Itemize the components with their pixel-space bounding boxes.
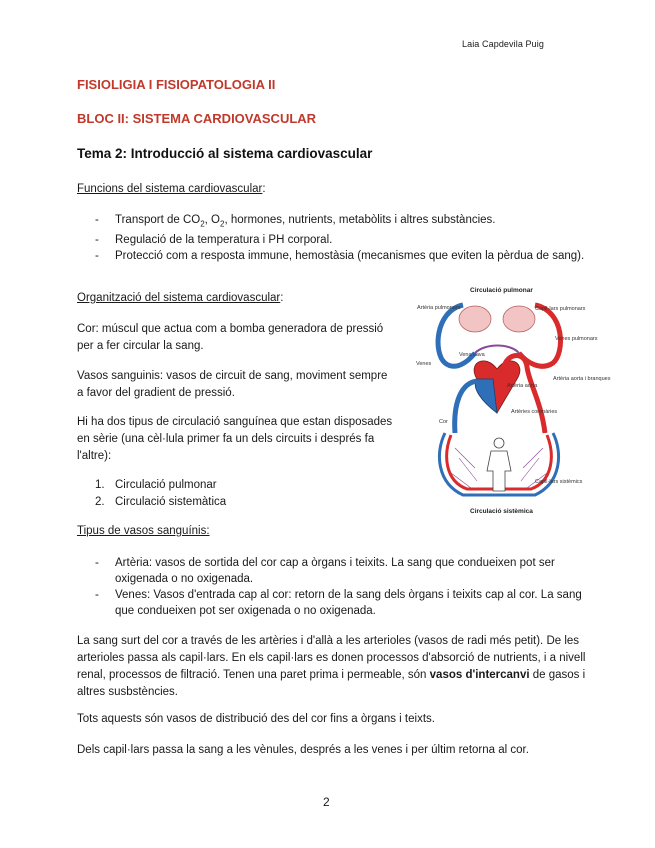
label-arteries-coronaries: Artèries coronàries — [511, 409, 558, 415]
label-capillars-pulmonars: Capil·lars pulmonars — [535, 306, 586, 312]
page-number: 2 — [323, 795, 330, 809]
organization-heart: Cor: múscul que actua com a bomba generadora de pressió per a fer circular la sang. — [77, 323, 384, 352]
human-body — [487, 451, 511, 491]
block-title: BLOC II: SISTEMA CARDIOVASCULAR — [77, 111, 317, 126]
organization-heading: Organització del sistema cardiovascular: — [77, 292, 284, 304]
label-cor: Cor — [439, 419, 448, 425]
label-capillars-sistemics: Capil·lars sistèmics — [535, 479, 583, 485]
label-venes-pulmonars: Venes pulmonars — [555, 336, 598, 342]
fig-title-pulmonary: Circulació pulmonar — [470, 287, 533, 294]
topic-title: Tema 2: Introducció al sistema cardiovascular — [77, 146, 373, 161]
circulation-item: 2. Circulació sistemàtica — [95, 495, 227, 508]
organization-vessels: Vasos sanguinis: vasos de circuit de sang, moviment sempre a favor del gradient de pressió. — [77, 370, 388, 399]
label-vena-cava: Vena cava — [459, 352, 485, 358]
course-title: FISIOLIGIA I FISIOPATOLOGIA II — [77, 77, 276, 92]
vessels-list — [77, 555, 587, 619]
functions-item-protection: - Protecció com a resposta immune, hemostàsia (mecanismes que eviten la pèrdua de sang). — [77, 248, 587, 264]
vessels-heading: Tipus de vasos sanguínis: — [77, 525, 210, 537]
circulation-list — [77, 477, 226, 510]
body-paragraph-1: La sang surt del cor a través de les artèries i d'allà a les arterioles (vasos de radi més petit). De les arterioles passa als capil·lars. En els capil·lars es donen processos d'absorció de nutrients, i a nivell renal, processos de filtració. Tenen una paret prima i permeable, són vasos d'intercanvi de gasos i altres susbstències. — [77, 635, 586, 698]
body-paragraph-3: Dels capil·lars passa la sang a les vènules, després a les venes i per últim retorna al cor. — [77, 744, 529, 756]
vena-cava — [455, 381, 477, 433]
fig-title-systemic: Circulació sistèmica — [470, 508, 533, 515]
functions-heading: Funcions del sistema cardiovascular: — [77, 183, 266, 195]
label-arteria-branques: Artèria aorta i branques — [553, 376, 611, 382]
label-arteria-aorta: Artèria aorta — [507, 383, 538, 389]
heart-right — [475, 379, 497, 413]
author-name: Laia Capdevila Puig — [462, 39, 544, 49]
circulatory-diagram — [415, 283, 611, 515]
body-paragraph-2: Tots aquests són vasos de distribució des del cor fins a òrgans i teixts. — [77, 713, 435, 725]
lung-left — [459, 306, 491, 332]
vessels-item-artery: - Artèria: vasos de sortida del cor cap a òrgans i teixits. La sang que condueixen pot ser oxigenada o no oxigenada. — [77, 555, 587, 587]
lung-right — [503, 306, 535, 332]
organization-circulation: Hi ha dos tipus de circulació sanguínea que estan disposades en sèrie (una cèl·lula primer fa un dels circuits i després fa l'altre): — [77, 416, 393, 462]
label-arteria-pulmonars: Artèria pulmonars — [417, 305, 461, 311]
functions-item-transport: - Transport de $CO_2$, $O_2$, hormones, nutrients, metabòlits i altres substàncies. — [77, 212, 587, 232]
human-head — [494, 438, 504, 448]
functions-list — [77, 212, 587, 264]
vessels-item-vein: - Venes: Vasos d'entrada cap al cor: retorn de la sang dels òrgans i teixits cap al cor. La sang que condueixen pot ser oxigenada o no oxigenada. — [77, 587, 587, 619]
label-venes: Venes — [416, 361, 432, 367]
circulation-item: 1. Circulació pulmonar — [95, 479, 217, 491]
functions-item-regulation: - Regulació de la temperatura i PH corporal. — [77, 232, 587, 248]
